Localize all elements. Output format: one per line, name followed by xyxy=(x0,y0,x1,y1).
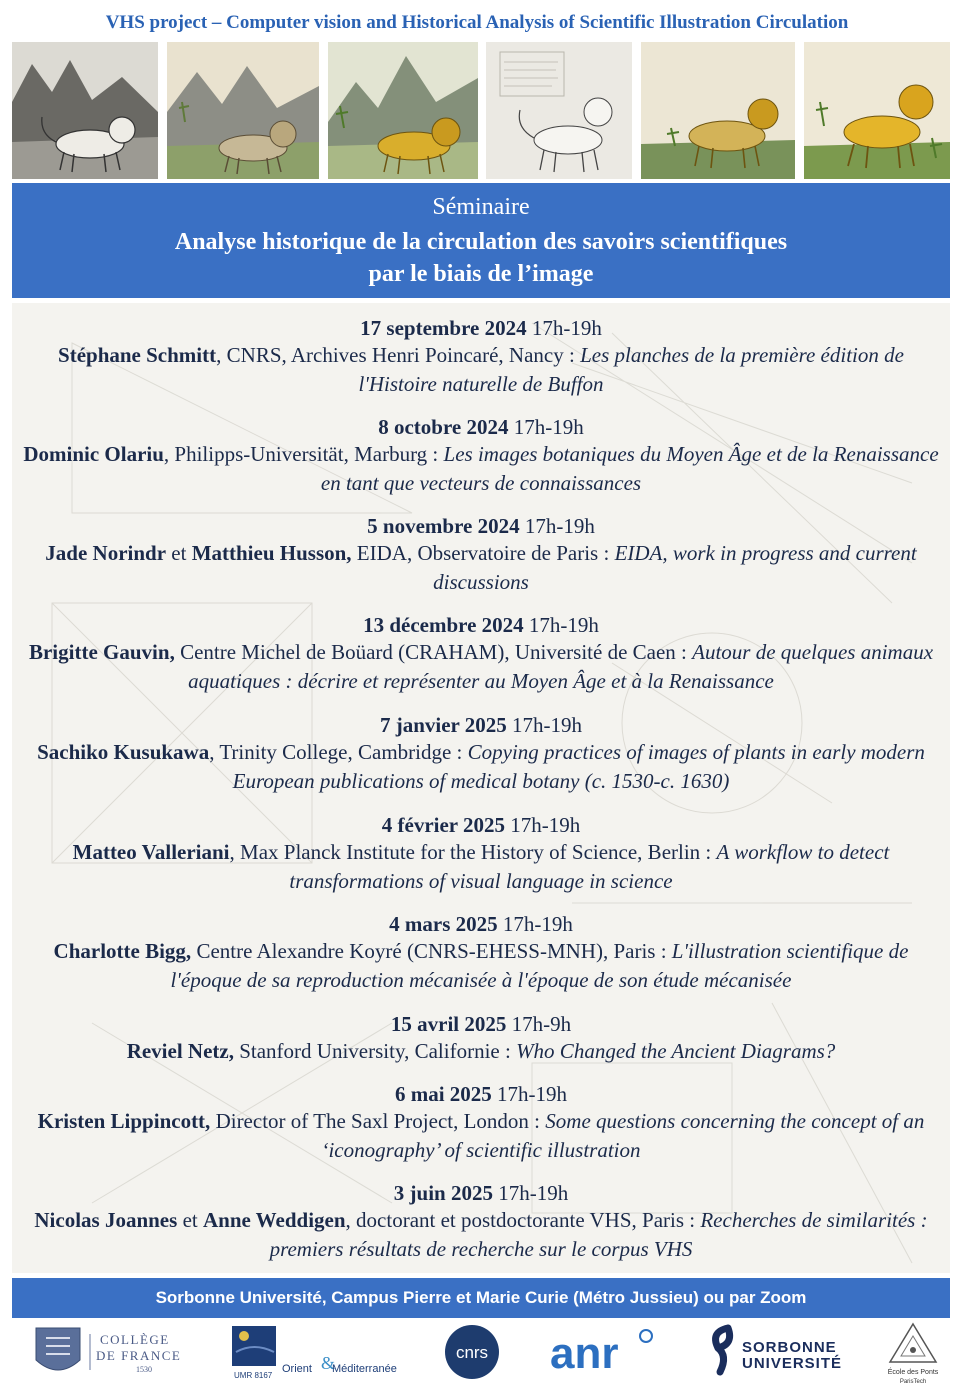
session-entry xyxy=(12,1180,950,1264)
lion-illustration-1 xyxy=(12,42,158,179)
partner-logos xyxy=(12,1322,950,1386)
cnrs-text: cnrs xyxy=(455,1343,489,1362)
speaker-name: Anne Weddigen xyxy=(202,1208,346,1232)
college-line3: 1530 xyxy=(136,1365,152,1374)
session-description xyxy=(12,738,950,796)
lion-illustration-strip xyxy=(12,42,950,179)
sorbonne-line2: UNIVERSITÉ xyxy=(742,1355,843,1372)
session-date-line xyxy=(12,612,950,638)
session-date: 13 décembre 2024 xyxy=(363,613,524,637)
session-date-line xyxy=(12,414,950,440)
talk-title: A workflow to detect transformations of visual language in science xyxy=(289,840,890,893)
anr-logo xyxy=(548,1322,658,1386)
session-entry xyxy=(12,1081,950,1165)
ponts-line1: École des Ponts xyxy=(887,1369,939,1376)
session-description xyxy=(12,1107,950,1165)
session-date-line xyxy=(12,712,950,738)
session-date: 6 mai 2025 xyxy=(394,1082,492,1106)
umr-8167-logo xyxy=(230,1322,397,1386)
session-description xyxy=(12,638,950,696)
college-de-france-logo xyxy=(30,1322,180,1386)
speaker-affiliation: , CNRS, Archives Henri Poincaré, Nancy : xyxy=(216,343,581,367)
seminar-title-line-1: Analyse historique de la circulation des savoirs scientifiques xyxy=(174,229,788,255)
session-date: 4 mars 2025 xyxy=(389,912,498,936)
session-time: 17h-19h xyxy=(528,613,599,637)
seminar-banner xyxy=(12,183,950,298)
speaker-affiliation: Director of The Saxl Project, London : xyxy=(210,1109,546,1133)
speaker-name: Reviel Netz, xyxy=(126,1039,234,1063)
session-description xyxy=(12,838,950,896)
speaker-name: Stéphane Schmitt xyxy=(58,343,217,367)
anr-text: anr xyxy=(550,1329,619,1378)
session-time: 17h-19h xyxy=(497,1082,568,1106)
session-entry xyxy=(12,812,950,896)
umr-code: UMR 8167 xyxy=(234,1371,273,1380)
speaker-affiliation: , Trinity College, Cambridge : xyxy=(209,740,468,764)
session-time: 17h-19h xyxy=(510,813,581,837)
session-date-line xyxy=(12,1011,950,1037)
venue-bar: Sorbonne Université, Campus Pierre et Marie Curie (Métro Jussieu) ou par Zoom xyxy=(12,1278,950,1318)
lion-illustration-6 xyxy=(804,42,950,179)
speaker-name: Jade Norindr xyxy=(45,541,167,565)
session-description xyxy=(12,937,950,995)
session-date-line xyxy=(12,1081,950,1107)
sorbonne-universite-logo xyxy=(704,1322,844,1386)
talk-title: Who Changed the Ancient Diagrams? xyxy=(516,1039,836,1063)
svg-text:&: & xyxy=(321,1353,336,1373)
session-time: 17h-19h xyxy=(524,514,595,538)
session-date: 4 février 2025 xyxy=(381,813,505,837)
session-time: 17h-19h xyxy=(498,1181,569,1205)
ecole-des-ponts-logo xyxy=(878,1322,948,1386)
talk-title: Autour de quelques animaux aquatiques : décrire et représenter au Moyen Âge et à la Renaissance xyxy=(188,640,934,693)
session-date-line xyxy=(12,1180,950,1206)
college-line1: COLLÈGE xyxy=(100,1332,170,1347)
session-date: 8 octobre 2024 xyxy=(378,415,509,439)
session-time: 17h-9h xyxy=(511,1012,572,1036)
session-date-line xyxy=(12,812,950,838)
speaker-affiliation: Centre Michel de Boüard (CRAHAM), Université de Caen : xyxy=(174,640,693,664)
lion-illustration-2 xyxy=(167,42,319,179)
speaker-separator: et xyxy=(166,541,192,565)
talk-title: Recherches de similarités : premiers résultats de recherche sur le corpus VHS xyxy=(269,1208,928,1261)
speaker-affiliation: Stanford University, Californie : xyxy=(233,1039,517,1063)
seminar-label: Séminaire xyxy=(432,194,530,220)
session-date-line xyxy=(12,513,950,539)
session-date: 7 janvier 2025 xyxy=(379,713,507,737)
session-entry xyxy=(12,1011,950,1066)
session-description xyxy=(12,1037,950,1066)
seminar-title-line-2: par le biais de l’image xyxy=(368,261,594,287)
session-entry xyxy=(12,414,950,498)
session-description xyxy=(12,440,950,498)
session-time: 17h-19h xyxy=(512,713,583,737)
session-description xyxy=(12,341,950,399)
session-entry xyxy=(12,513,950,597)
speaker-separator: et xyxy=(177,1208,203,1232)
talk-title: Copying practices of images of plants in early modern European publications of medical botany (c. 1530-c. 1630) xyxy=(232,740,925,793)
talk-title: Les images botaniques du Moyen Âge et de la Renaissance en tant que vecteurs de connaissances xyxy=(320,442,939,495)
session-date: 3 juin 2025 xyxy=(393,1181,493,1205)
cnrs-logo xyxy=(442,1322,502,1386)
lion-illustration-5 xyxy=(641,42,795,179)
talk-title: Les planches de la première édition de l'Histoire naturelle de Buffon xyxy=(358,343,904,396)
session-date: 15 avril 2025 xyxy=(390,1012,507,1036)
sorbonne-line1: SORBONNE xyxy=(742,1339,837,1356)
seminar-programme xyxy=(12,303,950,1273)
college-line2: DE FRANCE xyxy=(96,1348,182,1363)
speaker-name: Dominic Olariu xyxy=(23,442,164,466)
session-date-line xyxy=(12,315,950,341)
speaker-affiliation: , Max Planck Institute for the History of Science, Berlin : xyxy=(229,840,717,864)
speaker-name: Nicolas Joannes xyxy=(34,1208,178,1232)
speaker-affiliation: Centre Alexandre Koyré (CNRS-EHESS-MNH), Paris : xyxy=(191,939,672,963)
ponts-line2: ParisTech xyxy=(899,1379,927,1385)
session-entry xyxy=(12,911,950,995)
session-date-line xyxy=(12,911,950,937)
speaker-affiliation: EIDA, Observatoire de Paris : xyxy=(351,541,615,565)
speaker-name: Sachiko Kusukawa xyxy=(37,740,210,764)
session-entry xyxy=(12,612,950,696)
lion-illustration-3 xyxy=(328,42,478,179)
session-date: 17 septembre 2024 xyxy=(360,316,527,340)
session-entry xyxy=(12,712,950,796)
talk-title: L'illustration scientifique de l'époque de sa reproduction mécanisée à l'époque de son étude mécanisée xyxy=(170,939,909,992)
speaker-name: Matthieu Husson, xyxy=(191,541,352,565)
umr-name-b: Méditerranée xyxy=(332,1363,397,1375)
lion-illustration-4 xyxy=(486,42,632,179)
speaker-affiliation: , Philipps-Universität, Marburg : xyxy=(163,442,444,466)
speaker-name: Matteo Valleriani xyxy=(72,840,230,864)
session-time: 17h-19h xyxy=(502,912,573,936)
umr-name-a: Orient xyxy=(282,1363,312,1375)
session-entry xyxy=(12,315,950,399)
session-time: 17h-19h xyxy=(513,415,584,439)
speaker-name: Kristen Lippincott, xyxy=(37,1109,211,1133)
speaker-name: Charlotte Bigg, xyxy=(53,939,192,963)
speaker-name: Brigitte Gauvin, xyxy=(28,640,175,664)
session-description xyxy=(12,539,950,597)
session-time: 17h-19h xyxy=(531,316,602,340)
project-title: VHS project – Computer vision and Historical Analysis of Scientific Illustration Circulation xyxy=(105,12,849,33)
talk-title: Some questions concerning the concept of an ‘iconography’ of scientific illustration xyxy=(321,1109,925,1162)
session-description xyxy=(12,1206,950,1264)
speaker-affiliation: , doctorant et postdoctorante VHS, Paris : xyxy=(345,1208,701,1232)
talk-title: EIDA, work in progress and current discussions xyxy=(433,541,917,594)
session-date: 5 novembre 2024 xyxy=(367,514,520,538)
